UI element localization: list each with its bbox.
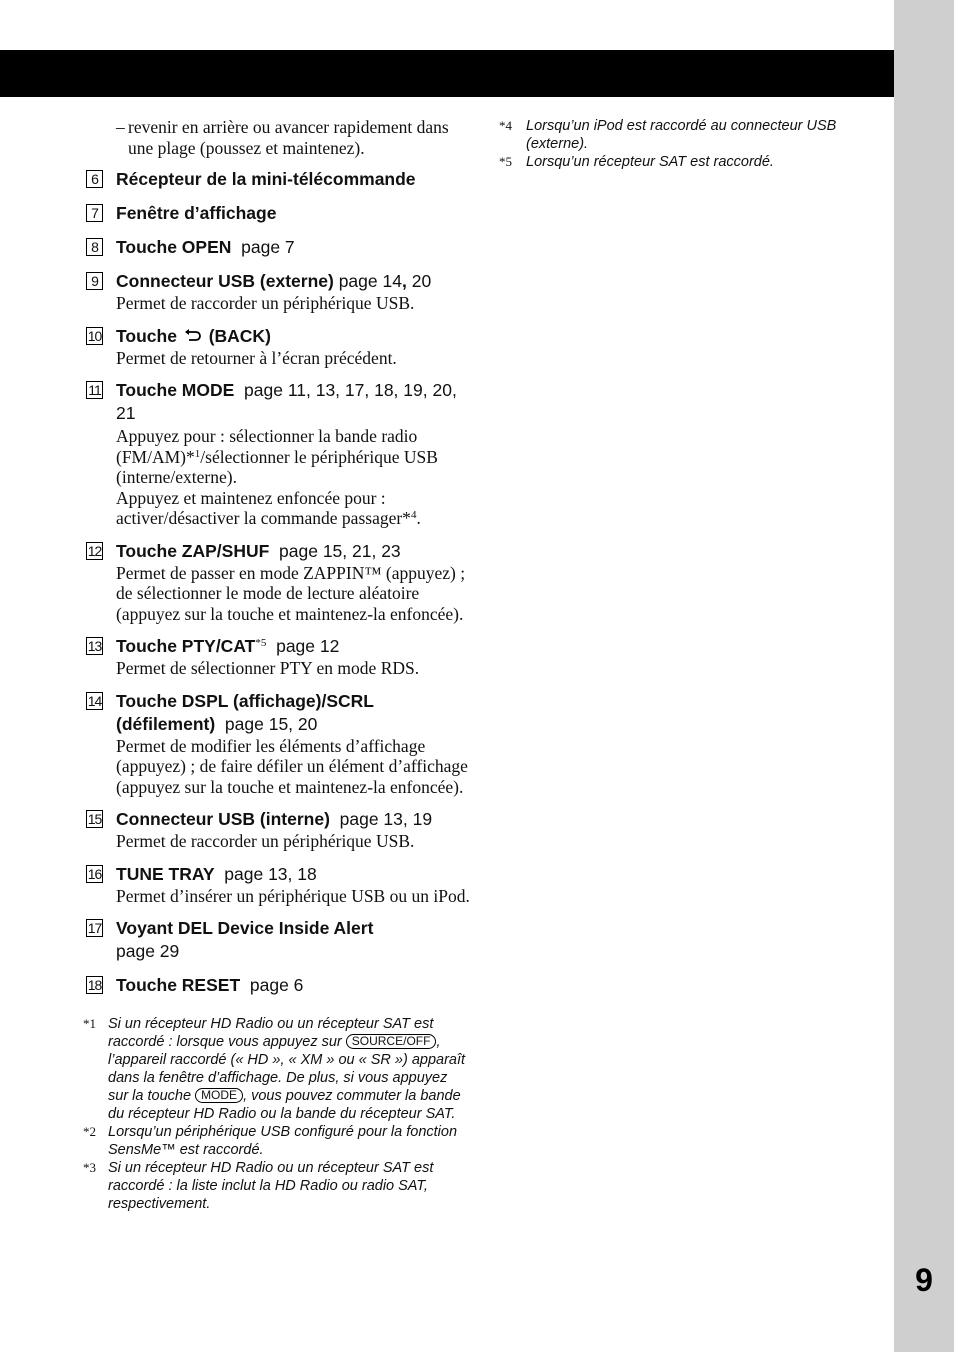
page-ref: page 13, 18 bbox=[224, 863, 317, 884]
item-18 bbox=[86, 974, 470, 997]
item-title: Touche MODE bbox=[116, 380, 235, 400]
item-description: Permet de passer en mode ZAPPIN™ (appuyez) ; de sélectionner le mode de lecture aléatoire (appuyez sur la touche et maintenez-la enfoncée). bbox=[116, 562, 466, 624]
item-description: Permet de raccorder un périphérique USB. bbox=[116, 293, 415, 313]
item-title: Connecteur USB (interne) bbox=[116, 809, 330, 829]
item-number: 15 bbox=[87, 811, 102, 827]
item-number: 18 bbox=[87, 977, 102, 993]
item-title: Touche ZAP/SHUF bbox=[116, 540, 270, 561]
item-description: Permet de retourner à l’écran précédent. bbox=[116, 347, 397, 368]
item-title: TUNE TRAY bbox=[116, 863, 215, 884]
footnote-3: *3 Si un récepteur HD Radio ou un récepteur SAT est raccordé : la liste inclut la HD Radio ou radio SAT, respectivement. bbox=[83, 1160, 434, 1212]
item-number: 12 bbox=[87, 542, 102, 559]
item-number: 6 bbox=[86, 170, 103, 188]
page-ref: page 6 bbox=[249, 975, 304, 995]
page-number: 9 bbox=[915, 1262, 933, 1298]
left-column bbox=[83, 117, 470, 1213]
page-ref: page 12 bbox=[276, 636, 340, 656]
footnote-4: *4 Lorsqu’un iPod est raccordé au connecteur USB (externe). bbox=[499, 118, 837, 152]
item-14 bbox=[86, 690, 470, 798]
item-8 bbox=[86, 236, 470, 259]
item-number: 9 bbox=[86, 272, 103, 290]
back-arrow-icon bbox=[184, 329, 202, 343]
intro-line: – revenir en arrière ou avancer rapidement dans une plage (poussez et maintenez). bbox=[116, 117, 449, 158]
item-17 bbox=[86, 917, 470, 963]
header-bar bbox=[0, 50, 894, 97]
item-description: Permet de modifier les éléments d’affichage (appuyez) ; de faire défiler un élément d’affichage (appuyez sur la touche et maintenez-la enfoncée). bbox=[116, 735, 468, 797]
item-6 bbox=[86, 168, 470, 191]
item-title: Connecteur USB (externe) bbox=[116, 271, 334, 291]
item-number: 11 bbox=[86, 381, 103, 399]
footnotes-left bbox=[83, 1015, 470, 1213]
footnote-1: *1 Si un récepteur HD Radio ou un récepteur SAT est raccordé : lorsque vous appuyez sur SOURCE/OFF , l’appareil raccordé (« HD », « XM » ou « SR ») apparaît dans la fenêtre d’affichage. De plus, si vous appuyez sur la touche MODE , vous pouvez commuter la bande du récepteur HD Radio ou la bande du récepteur SAT. bbox=[83, 1016, 466, 1122]
page-ref: page 14 bbox=[338, 271, 402, 291]
item-title: Touche OPEN bbox=[116, 237, 232, 257]
page-ref: page 15, 20 bbox=[224, 713, 318, 734]
item-title: Touche DSPL (affichage)/SCRL (défilement) bbox=[116, 690, 374, 734]
mode-button-label: MODE bbox=[195, 1088, 243, 1103]
item-title: Fenêtre d’affichage bbox=[116, 203, 277, 223]
item-15 bbox=[86, 808, 470, 852]
item-number: 10 bbox=[87, 327, 102, 344]
item-7 bbox=[86, 202, 470, 225]
footnote-2: *2 Lorsqu’un périphérique USB configuré pour la fonction SensMe™ est raccordé. bbox=[83, 1124, 458, 1158]
item-number: 13 bbox=[87, 638, 102, 654]
item-9: 9 Connecteur USB (externe) page 14, 20 Permet de raccorder un périphérique USB. bbox=[86, 270, 470, 314]
item-number: 8 bbox=[86, 238, 103, 256]
item-11 bbox=[86, 379, 470, 529]
item-12 bbox=[86, 540, 470, 625]
item-description: Permet d’insérer un périphérique USB ou un iPod. bbox=[116, 885, 470, 906]
item-description: Permet de raccorder un périphérique USB. bbox=[116, 831, 415, 851]
page-ref: page 11, 13, 17, 18, 19, 20, 21 bbox=[116, 380, 457, 423]
right-column bbox=[499, 117, 882, 171]
item-description: Appuyez pour : sélectionner la bande radio (FM/AM)*$^1$/sélectionner le périphérique USB (interne/externe). bbox=[116, 426, 438, 487]
source-off-button-label: SOURCE/OFF bbox=[346, 1034, 437, 1049]
page-ref: page 13, 19 bbox=[339, 809, 433, 829]
footnote-5: *5 Lorsqu’un récepteur SAT est raccordé. bbox=[499, 154, 774, 170]
item-title: Touche bbox=[116, 325, 177, 346]
item-title: Touche RESET bbox=[116, 975, 241, 995]
item-title: Récepteur de la mini-télécommande bbox=[116, 169, 416, 189]
page-ref: page 29 bbox=[116, 941, 180, 961]
side-tab bbox=[894, 0, 954, 1352]
item-number: 17 bbox=[87, 920, 102, 936]
item-description: Appuyez et maintenez enfoncée pour : activer/désactiver la commande passager*$^4$. bbox=[116, 487, 421, 528]
item-number: 16 bbox=[87, 865, 102, 882]
item-title: Voyant DEL Device Inside Alert bbox=[116, 918, 374, 938]
item-description: Permet de sélectionner PTY en mode RDS. bbox=[116, 658, 420, 678]
item-13: 13 Touche PTY/CAT$^{*5}$ page 12 Permet de sélectionner PTY en mode RDS. bbox=[86, 635, 470, 679]
item-number: 7 bbox=[86, 204, 103, 222]
item-title: Touche PTY/CAT bbox=[116, 636, 256, 656]
page-ref: page 15, 21, 23 bbox=[279, 540, 401, 561]
page-ref: page 7 bbox=[241, 237, 295, 257]
item-16 bbox=[86, 863, 470, 907]
item-number: 14 bbox=[87, 692, 102, 709]
item-10: 10 Touche (BACK) Permet de retourner à l’écran précédent. bbox=[86, 325, 470, 369]
